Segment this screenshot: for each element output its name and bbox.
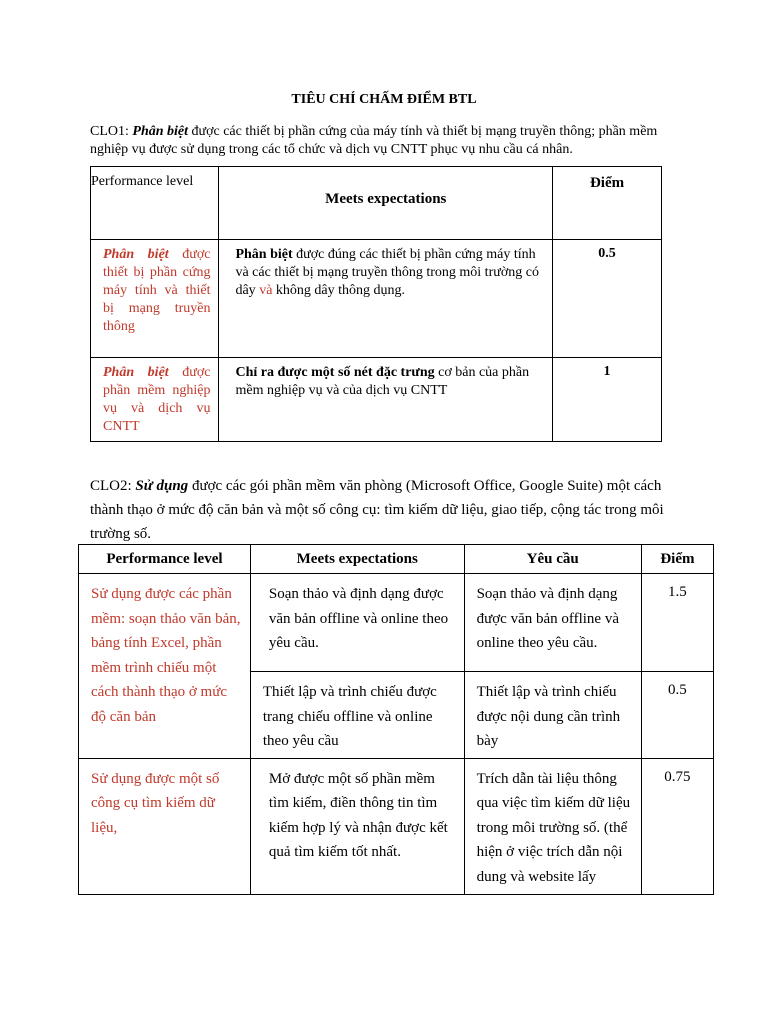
- perf-emphasis: Phân biệt: [103, 365, 169, 380]
- page-title: TIÊU CHÍ CHẤM ĐIỂM BTL: [291, 92, 477, 107]
- table-row: [79, 574, 714, 672]
- performance-cell: Sử dụng được một số công cụ tìm kiếm dữ liệu,: [79, 758, 251, 894]
- yeucau-cell: Thiết lập và trình chiếu được nội dung cần trình bày: [464, 672, 641, 759]
- meets-cell: Soạn thảo và định dạng được văn bản offline và online theo yêu cầu.: [250, 574, 464, 672]
- table-row: [91, 358, 662, 442]
- clo2-text: được các gói phần mềm văn phòng (Microsoft Office, Google Suite) một cách thành thạo ở mức độ căn bản và một số công cụ: tìm kiếm dữ liệu, giao tiếp, cộng tác trong môi trường số.: [90, 478, 664, 542]
- performance-cell: [91, 358, 219, 442]
- header-diem: Điểm: [641, 545, 713, 574]
- header-diem: Điểm: [553, 167, 662, 240]
- clo1-table: [90, 166, 662, 442]
- performance-cell: [91, 240, 219, 358]
- clo1-text: được các thiết bị phần cứng của máy tính và thiết bị mạng truyền thông; phần mềm nghiệp vụ được sử dụng trong các tổ chức và dịch vụ CNTT phục vụ nhu cầu cá nhân.: [90, 124, 658, 157]
- perf-emphasis: Phân biệt: [103, 247, 169, 262]
- score-cell: 0.75: [641, 758, 713, 894]
- meets-text-end: không dây thông dụng.: [272, 283, 406, 298]
- meets-bold: Chỉ ra được một số nét đặc trưng: [235, 365, 435, 380]
- meets-cell: Mở được một số phần mềm tìm kiếm, điền thông tin tìm kiếm hợp lý và nhận được kết quả tìm kiếm tốt nhất.: [250, 758, 464, 894]
- header-performance-level: Performance level: [79, 545, 251, 574]
- clo2-emphasis: Sử dụng: [135, 478, 189, 494]
- perf-text: được thiết bị phần cứng máy tính và thiết bị mạng truyền thông: [103, 247, 211, 334]
- score-cell: 1.5: [641, 574, 713, 672]
- performance-cell: Sử dụng được các phần mềm: soạn thảo văn bản, bảng tính Excel, phần mềm trình chiếu một cách thành thạo ở mức độ căn bản: [79, 574, 251, 759]
- table-row: [91, 240, 662, 358]
- meets-text: cơ bản của phần mềm nghiệp vụ và của dịch vụ CNTT: [235, 365, 530, 398]
- clo1-prefix: CLO1:: [90, 124, 133, 139]
- meets-cell: Thiết lập và trình chiếu được trang chiếu offline và online theo yêu cầu: [250, 672, 464, 759]
- score-cell: 1: [553, 358, 662, 442]
- meets-red: và: [259, 283, 273, 298]
- header-performance-label: Performance level: [91, 174, 194, 189]
- meets-bold: Phân biệt: [235, 247, 293, 262]
- header-performance-level: [91, 167, 219, 240]
- yeucau-cell: Soạn thảo và định dạng được văn bản offline và online theo yêu cầu.: [464, 574, 641, 672]
- yeucau-cell: Trích dẫn tài liệu thông qua việc tìm kiếm dữ liệu trong môi trường số. (thể hiện ở việc trích dẫn nội dung và website lấy: [464, 758, 641, 894]
- perf-text: được phần mềm nghiệp vụ và dịch vụ CNTT: [103, 365, 211, 434]
- score-cell: 0.5: [641, 672, 713, 759]
- header-meets-expectations: Meets expectations: [219, 167, 553, 240]
- header-yeu-cau: Yêu cầu: [464, 545, 641, 574]
- clo1-description: [90, 123, 680, 159]
- clo2-table: [78, 544, 714, 895]
- clo2-description: [90, 474, 690, 546]
- meets-text: được đúng các thiết bị phần cứng máy tính và các thiết bị mạng truyền thông trong môi trường có dây: [235, 247, 539, 298]
- meets-cell: [219, 240, 553, 358]
- table-row: [79, 758, 714, 894]
- clo2-prefix: CLO2:: [90, 478, 136, 494]
- header-meets-expectations: Meets expectations: [250, 545, 464, 574]
- clo1-emphasis: Phân biệt: [132, 124, 189, 139]
- meets-cell: [219, 358, 553, 442]
- score-cell: 0.5: [553, 240, 662, 358]
